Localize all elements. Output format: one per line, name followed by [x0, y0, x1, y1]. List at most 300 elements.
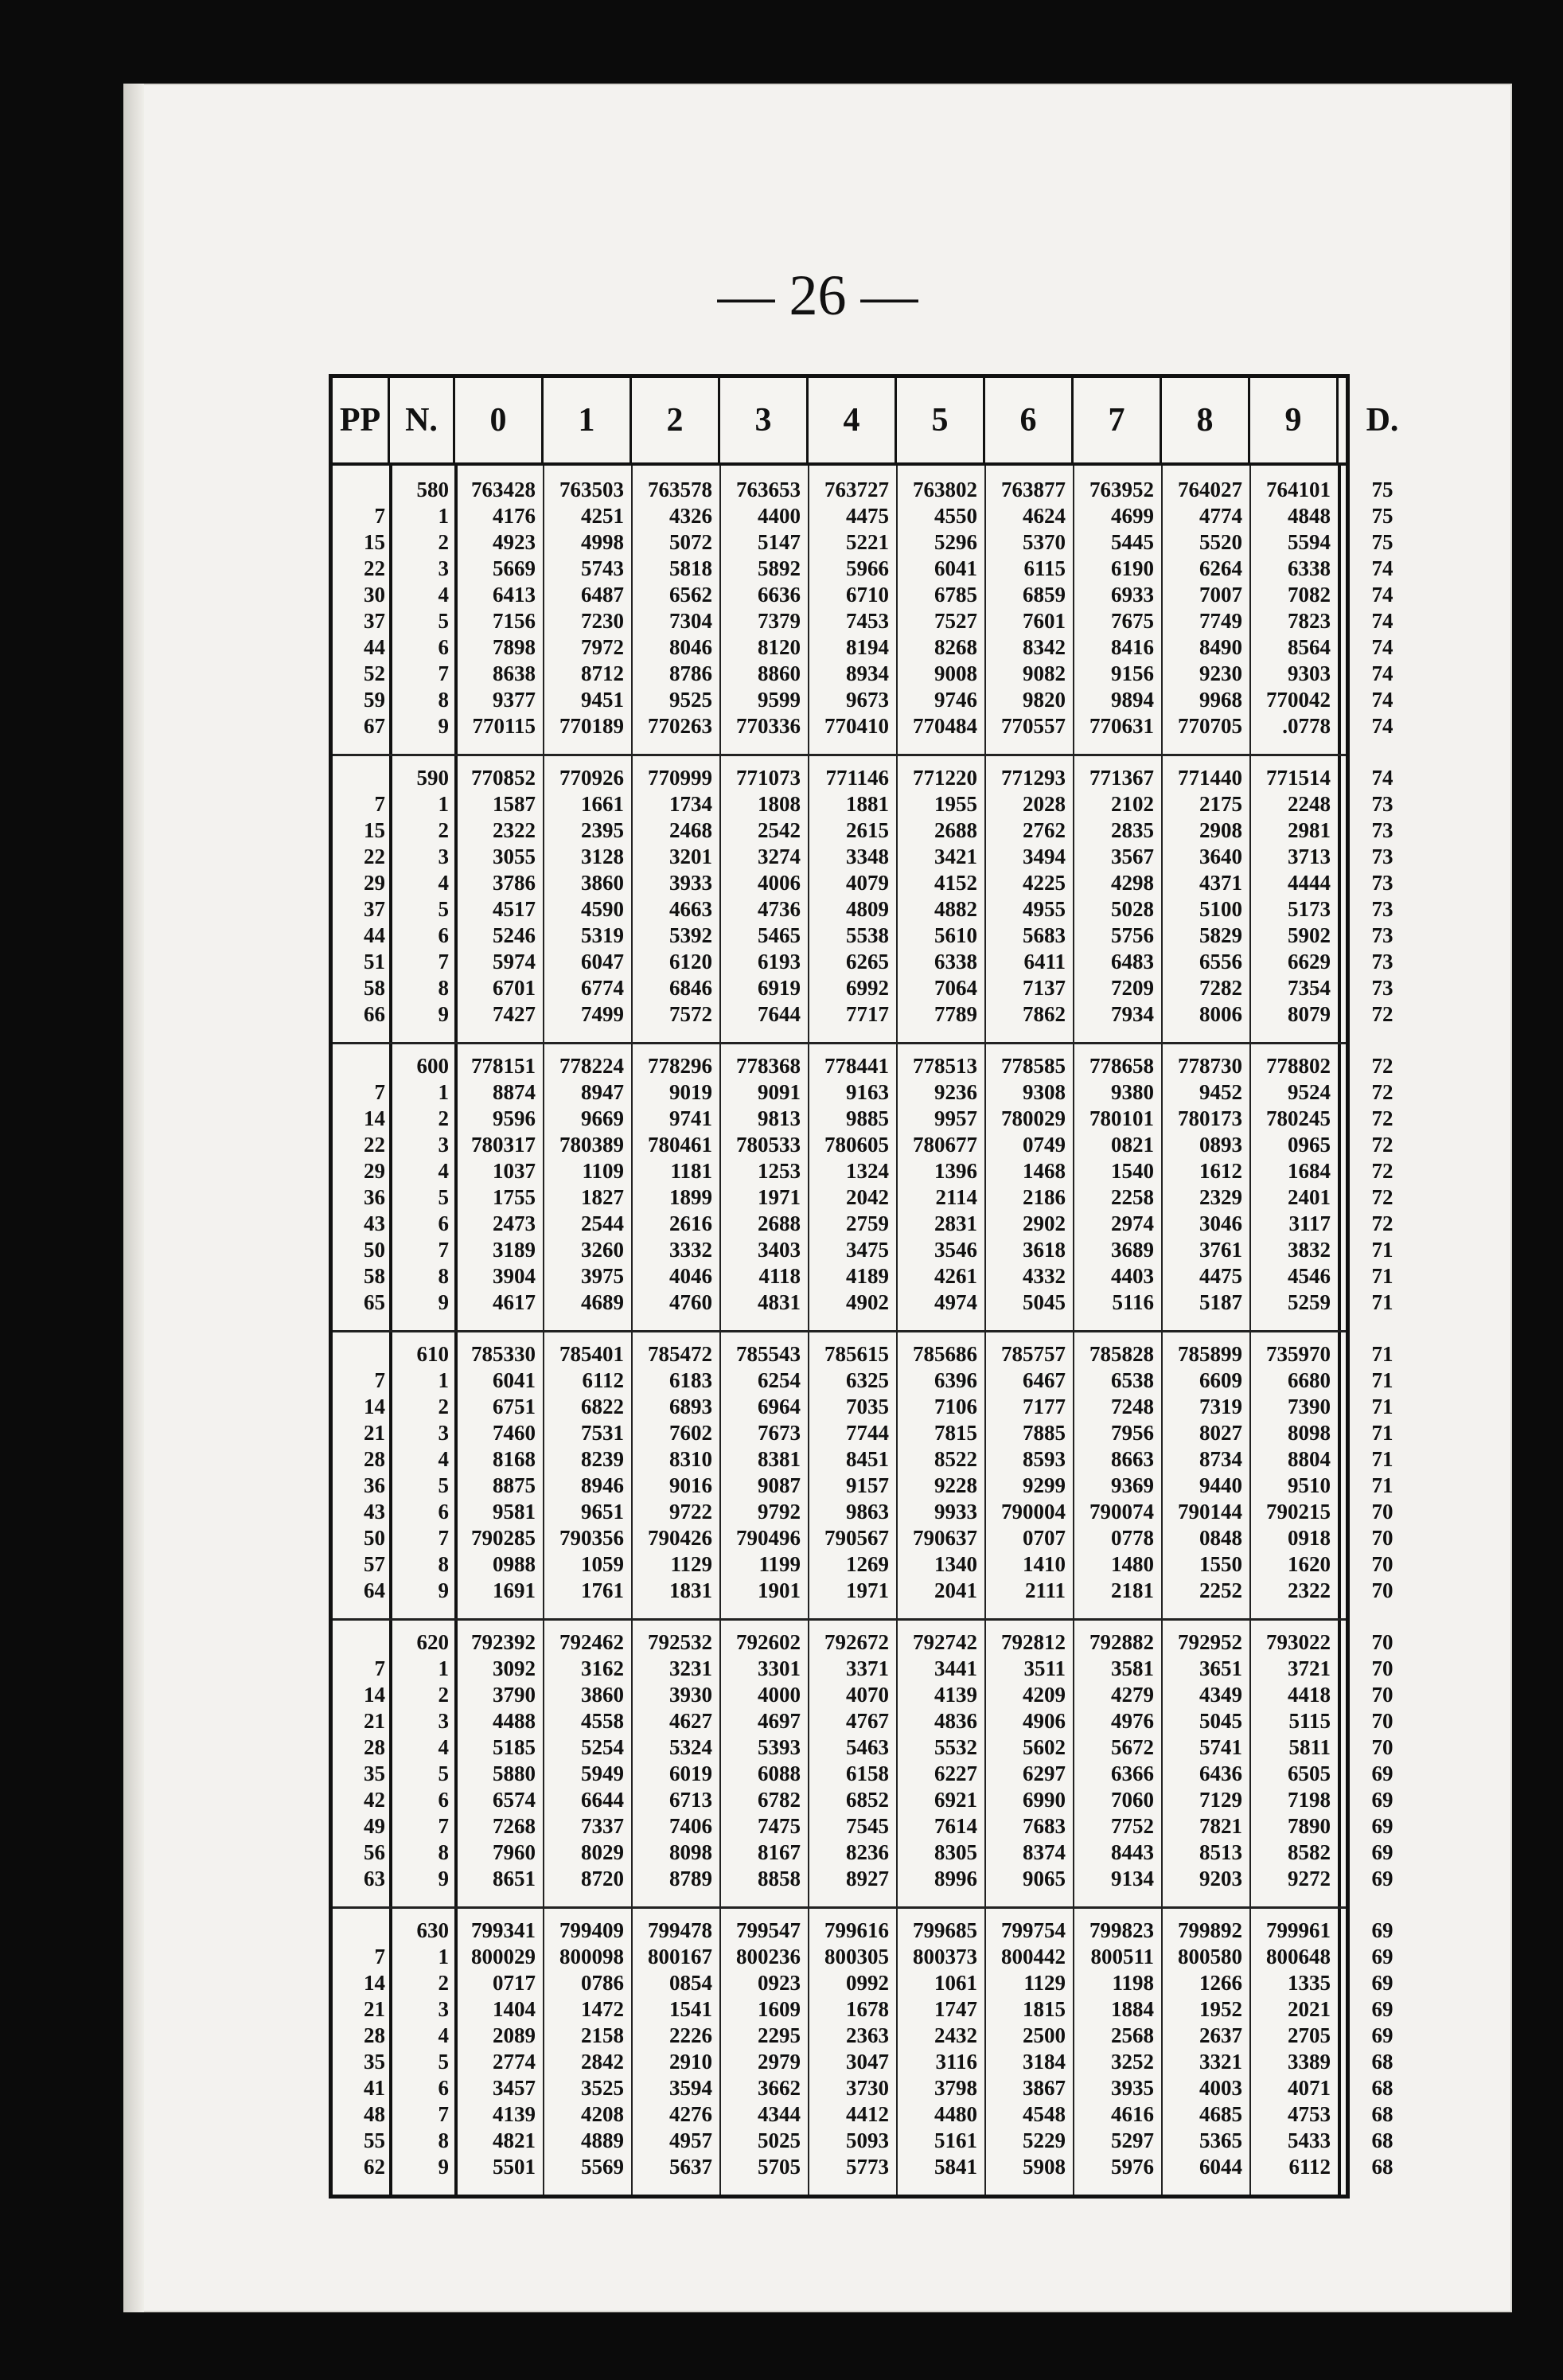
log-value-cell: 2979: [758, 2050, 801, 2074]
number-cell: 8: [438, 1840, 449, 1864]
difference-cell: 68: [1371, 2155, 1393, 2179]
log-value-cell: 4279: [1111, 1683, 1154, 1707]
proportional-part-cell: 36: [364, 1185, 385, 1209]
log-value-cell: 6710: [846, 583, 889, 607]
log-value-cell: 4689: [581, 1290, 624, 1314]
log-value-cell: 4298: [1111, 871, 1154, 895]
log-value-cell: 6846: [669, 976, 712, 1000]
log-value-cell: 790356: [559, 1526, 624, 1550]
proportional-part-cell: 51: [364, 950, 385, 973]
log-value-cell: 4685: [1199, 2102, 1242, 2126]
proportional-part-cell: 21: [364, 1997, 385, 2021]
difference-cell: 70: [1371, 1630, 1393, 1654]
number-cell: 4: [438, 1735, 449, 1759]
difference-cell: 73: [1371, 871, 1393, 895]
log-value-cell: 3860: [581, 871, 624, 895]
log-value-cell: 778151: [471, 1054, 536, 1078]
log-value-cell: 1684: [1288, 1159, 1331, 1183]
log-value-cell: 3975: [581, 1264, 624, 1288]
log-value-cell: 780389: [559, 1133, 624, 1157]
log-value-cell: 770484: [913, 714, 977, 738]
log-value-cell: 7379: [758, 609, 801, 633]
log-value-cell: 9651: [581, 1500, 624, 1524]
difference-cell: 73: [1371, 923, 1393, 947]
log-value-cell: 5392: [669, 923, 712, 947]
log-value-cell: 5976: [1111, 2155, 1154, 2179]
log-value-cell: 7644: [758, 1002, 801, 1026]
difference-cell: 74: [1371, 661, 1393, 685]
log-value-cell: 3348: [846, 845, 889, 868]
log-value-cell: 790004: [1001, 1500, 1066, 1524]
log-value-cell: 771514: [1266, 766, 1331, 790]
log-value-cell: 3421: [934, 845, 977, 868]
header-cell: PP: [333, 378, 390, 462]
log-value-cell: 2688: [934, 818, 977, 842]
log-value-cell: 8443: [1111, 1840, 1154, 1864]
log-value-cell: 6158: [846, 1762, 889, 1785]
log-value-cell: 3332: [669, 1238, 712, 1262]
log-value-cell: 4079: [846, 871, 889, 895]
log-value-cell: 6183: [669, 1368, 712, 1392]
number-cell: 630: [416, 1918, 449, 1942]
proportional-part-cell: 7: [374, 1080, 385, 1104]
number-cell: 3: [438, 1133, 449, 1157]
log-value-cell: 5672: [1111, 1735, 1154, 1759]
log-value-cell: 5246: [493, 923, 536, 947]
number-cell: 3: [438, 1997, 449, 2021]
log-value-cell: 6193: [758, 950, 801, 973]
log-value-cell: 771073: [736, 766, 801, 790]
log-value-cell: 4558: [581, 1709, 624, 1733]
log-value-cell: 793022: [1266, 1630, 1331, 1654]
log-value-cell: 9163: [846, 1080, 889, 1104]
log-value-cell: 6751: [493, 1395, 536, 1418]
logarithm-table: [329, 374, 1399, 2199]
log-value-cell: 2322: [1288, 1578, 1331, 1602]
log-value-cell: 9741: [669, 1106, 712, 1130]
block-separator: [333, 1042, 1346, 1044]
log-value-cell: 6964: [758, 1395, 801, 1418]
difference-cell: 73: [1371, 792, 1393, 816]
log-value-cell: 6609: [1199, 1368, 1242, 1392]
proportional-part-cell: 59: [364, 688, 385, 712]
log-value-cell: 5187: [1199, 1290, 1242, 1314]
log-value-cell: 6338: [1288, 556, 1331, 580]
log-value-cell: 790567: [824, 1526, 889, 1550]
proportional-part-cell: 14: [364, 1106, 385, 1130]
log-value-cell: 1815: [1023, 1997, 1066, 2021]
proportional-part-cell: 57: [364, 1552, 385, 1576]
log-value-cell: 3441: [934, 1656, 977, 1680]
proportional-part-cell: 64: [364, 1578, 385, 1602]
number-cell: 2: [438, 818, 449, 842]
log-value-cell: 5433: [1288, 2128, 1331, 2152]
number-cell: 8: [438, 1264, 449, 1288]
log-value-cell: 1901: [758, 1578, 801, 1602]
log-value-cell: 1269: [846, 1552, 889, 1576]
log-value-cell: 4139: [934, 1683, 977, 1707]
log-value-cell: 5829: [1199, 923, 1242, 947]
log-value-cell: 1747: [934, 1997, 977, 2021]
log-value-cell: 4209: [1023, 1683, 1066, 1707]
log-value-cell: 4836: [934, 1709, 977, 1733]
log-value-cell: 6019: [669, 1762, 712, 1785]
log-value-cell: 1661: [581, 792, 624, 816]
log-value-cell: 792812: [1001, 1630, 1066, 1654]
log-value-cell: 1550: [1199, 1552, 1242, 1576]
log-value-cell: 7531: [581, 1421, 624, 1445]
number-cell: 9: [438, 2155, 449, 2179]
log-value-cell: 9228: [934, 1473, 977, 1497]
log-value-cell: 3651: [1199, 1656, 1242, 1680]
log-value-cell: 764101: [1266, 478, 1331, 501]
difference-cell: 75: [1371, 530, 1393, 554]
log-value-cell: 1037: [493, 1159, 536, 1183]
log-value-cell: 2842: [581, 2050, 624, 2074]
proportional-part-cell: 37: [364, 609, 385, 633]
log-value-cell: 771146: [825, 766, 889, 790]
log-value-cell: 2616: [669, 1211, 712, 1235]
log-value-cell: 7177: [1023, 1395, 1066, 1418]
difference-cell: 74: [1371, 714, 1393, 738]
log-value-cell: 6562: [669, 583, 712, 607]
log-value-cell: 785543: [736, 1342, 801, 1366]
number-cell: 7: [438, 950, 449, 973]
log-value-cell: 6041: [493, 1368, 536, 1392]
log-value-cell: 4251: [581, 504, 624, 528]
log-value-cell: 735970: [1266, 1342, 1331, 1366]
log-value-cell: 9599: [758, 688, 801, 712]
header-cell: 4: [809, 378, 897, 462]
log-value-cell: 8268: [934, 635, 977, 659]
number-cell: 1: [438, 1080, 449, 1104]
log-value-cell: 7354: [1288, 976, 1331, 1000]
number-cell: 2: [438, 1683, 449, 1707]
log-value-cell: 4627: [669, 1709, 712, 1733]
log-value-cell: 780677: [913, 1133, 977, 1157]
log-value-cell: 3730: [846, 2076, 889, 2100]
log-value-cell: 7390: [1288, 1395, 1331, 1418]
log-value-cell: 6680: [1288, 1368, 1331, 1392]
log-value-cell: 4225: [1023, 871, 1066, 895]
difference-cell: 72: [1371, 1185, 1393, 1209]
number-cell: 8: [438, 688, 449, 712]
log-value-cell: 770263: [648, 714, 712, 738]
log-value-cell: 4550: [934, 504, 977, 528]
log-value-cell: 9272: [1288, 1867, 1331, 1890]
log-value-cell: 5902: [1288, 923, 1331, 947]
difference-cell: 74: [1371, 583, 1393, 607]
log-value-cell: 7956: [1111, 1421, 1154, 1445]
log-value-cell: 3201: [669, 845, 712, 868]
log-value-cell: 9673: [846, 688, 889, 712]
log-value-cell: 7337: [581, 1814, 624, 1838]
log-value-cell: 2981: [1288, 818, 1331, 842]
log-value-cell: 9452: [1199, 1080, 1242, 1104]
log-value-cell: 778513: [913, 1054, 977, 1078]
log-value-cell: 6044: [1199, 2155, 1242, 2179]
log-value-cell: 7156: [493, 609, 536, 633]
table-body: [333, 466, 1393, 2195]
log-value-cell: 770852: [471, 766, 536, 790]
difference-cell: 70: [1371, 1526, 1393, 1550]
log-value-cell: 800029: [471, 1945, 536, 1968]
log-value-cell: 778368: [736, 1054, 801, 1078]
number-cell: 3: [438, 1421, 449, 1445]
log-value-cell: 771220: [913, 766, 977, 790]
log-value-cell: 5463: [846, 1735, 889, 1759]
difference-cell: 75: [1371, 478, 1393, 501]
log-value-cell: 6859: [1023, 583, 1066, 607]
log-value-cell: 2329: [1199, 1185, 1242, 1209]
log-value-cell: 9440: [1199, 1473, 1242, 1497]
log-value-cell: 8593: [1023, 1447, 1066, 1471]
log-value-cell: 2021: [1288, 1997, 1331, 2021]
log-value-cell: 5072: [669, 530, 712, 554]
log-value-cell: 7007: [1199, 583, 1242, 607]
log-value-cell: 2258: [1111, 1185, 1154, 1209]
difference-cell: 72: [1371, 1133, 1393, 1157]
log-value-cell: 0988: [493, 1552, 536, 1576]
log-value-cell: 790215: [1266, 1500, 1331, 1524]
log-value-cell: 770042: [1266, 688, 1331, 712]
log-value-cell: 770557: [1001, 714, 1066, 738]
log-value-cell: 8927: [846, 1867, 889, 1890]
log-value-cell: 800098: [559, 1945, 624, 1968]
proportional-part-cell: 52: [364, 661, 385, 685]
log-value-cell: 2089: [493, 2023, 536, 2047]
difference-cell: 74: [1371, 766, 1393, 790]
page-number: — 26 —: [717, 263, 918, 327]
log-value-cell: 5602: [1023, 1735, 1066, 1759]
number-cell: 4: [438, 2023, 449, 2047]
log-value-cell: 5465: [758, 923, 801, 947]
log-value-cell: 8874: [493, 1080, 536, 1104]
proportional-part-cell: 55: [364, 2128, 385, 2152]
log-value-cell: 5296: [934, 530, 977, 554]
log-value-cell: 9087: [758, 1473, 801, 1497]
log-value-cell: 4139: [493, 2102, 536, 2126]
log-value-cell: 0848: [1199, 1526, 1242, 1550]
number-cell: 1: [438, 1368, 449, 1392]
log-value-cell: 1253: [758, 1159, 801, 1183]
log-value-cell: 780317: [471, 1133, 536, 1157]
log-value-cell: 9134: [1111, 1867, 1154, 1890]
log-value-cell: 792602: [736, 1630, 801, 1654]
log-value-cell: 790074: [1089, 1500, 1154, 1524]
log-value-cell: 4699: [1111, 504, 1154, 528]
log-value-cell: 770705: [1178, 714, 1242, 738]
number-cell: 620: [416, 1630, 449, 1654]
log-value-cell: 6436: [1199, 1762, 1242, 1785]
log-value-cell: 9369: [1111, 1473, 1154, 1497]
log-value-cell: 4889: [581, 2128, 624, 2152]
log-value-cell: 8513: [1199, 1840, 1242, 1864]
log-value-cell: 3798: [934, 2076, 977, 2100]
log-value-cell: 1199: [758, 1552, 801, 1576]
log-value-cell: 1899: [669, 1185, 712, 1209]
difference-cell: 72: [1371, 1080, 1393, 1104]
log-value-cell: 770410: [824, 714, 889, 738]
log-value-cell: 1059: [581, 1552, 624, 1576]
proportional-part-cell: 30: [364, 583, 385, 607]
log-value-cell: 1480: [1111, 1552, 1154, 1576]
number-cell: 4: [438, 583, 449, 607]
header-cell: N.: [390, 378, 455, 462]
log-value-cell: 2363: [846, 2023, 889, 2047]
log-value-cell: 771440: [1178, 766, 1242, 790]
log-value-cell: 771293: [1001, 766, 1066, 790]
log-value-cell: 4976: [1111, 1709, 1154, 1733]
log-value-cell: 5028: [1111, 897, 1154, 921]
log-value-cell: 1612: [1199, 1159, 1242, 1183]
log-value-cell: 5966: [846, 556, 889, 580]
log-value-cell: 6921: [934, 1788, 977, 1812]
log-value-cell: 4617: [493, 1290, 536, 1314]
log-value-cell: 3184: [1023, 2050, 1066, 2074]
log-value-cell: 3935: [1111, 2076, 1154, 2100]
log-value-cell: 2759: [846, 1211, 889, 1235]
log-value-cell: 6487: [581, 583, 624, 607]
log-value-cell: 6396: [934, 1368, 977, 1392]
log-value-cell: 9968: [1199, 688, 1242, 712]
difference-cell: 71: [1371, 1421, 1393, 1445]
log-value-cell: 7060: [1111, 1788, 1154, 1812]
log-value-cell: 5669: [493, 556, 536, 580]
log-value-cell: 2500: [1023, 2023, 1066, 2047]
log-value-cell: 8167: [758, 1840, 801, 1864]
log-value-cell: 6822: [581, 1395, 624, 1418]
log-value-cell: 9957: [934, 1106, 977, 1130]
difference-cell: 70: [1371, 1578, 1393, 1602]
log-value-cell: 3162: [581, 1656, 624, 1680]
log-value-cell: 799961: [1266, 1918, 1331, 1942]
difference-cell: 69: [1371, 2023, 1393, 2047]
number-cell: 8: [438, 976, 449, 1000]
log-value-cell: 3525: [581, 2076, 624, 2100]
log-value-cell: 0707: [1023, 1526, 1066, 1550]
log-value-cell: 800648: [1266, 1945, 1331, 1968]
log-value-cell: 8663: [1111, 1447, 1154, 1471]
log-value-cell: 3371: [846, 1656, 889, 1680]
number-cell: 6: [438, 1500, 449, 1524]
log-value-cell: 5173: [1288, 897, 1331, 921]
log-value-cell: 8934: [846, 661, 889, 685]
proportional-part-cell: 41: [364, 2076, 385, 2100]
log-value-cell: 6325: [846, 1368, 889, 1392]
log-value-cell: 2432: [934, 2023, 977, 2047]
log-value-cell: 2111: [1024, 1578, 1066, 1602]
proportional-part-cell: 58: [364, 976, 385, 1000]
log-value-cell: 7614: [934, 1814, 977, 1838]
log-value-cell: 778441: [824, 1054, 889, 1078]
log-value-cell: 785828: [1089, 1342, 1154, 1366]
log-value-cell: 6264: [1199, 556, 1242, 580]
log-value-cell: 4590: [581, 897, 624, 921]
log-value-cell: 792882: [1089, 1630, 1154, 1654]
number-cell: 5: [438, 897, 449, 921]
difference-cell: 71: [1371, 1342, 1393, 1366]
log-value-cell: 3689: [1111, 1238, 1154, 1262]
log-value-cell: 7683: [1023, 1814, 1066, 1838]
log-value-cell: 3055: [493, 845, 536, 868]
log-value-cell: 4000: [758, 1683, 801, 1707]
log-value-cell: 3721: [1288, 1656, 1331, 1680]
number-cell: 7: [438, 1526, 449, 1550]
log-value-cell: 780101: [1089, 1106, 1154, 1130]
log-value-cell: 9236: [934, 1080, 977, 1104]
difference-cell: 74: [1371, 635, 1393, 659]
log-value-cell: 800167: [648, 1945, 712, 1968]
number-cell: 2: [438, 1395, 449, 1418]
proportional-part-cell: 7: [374, 1656, 385, 1680]
log-value-cell: 8168: [493, 1447, 536, 1471]
log-value-cell: 792532: [648, 1630, 712, 1654]
proportional-part-cell: 14: [364, 1971, 385, 1995]
difference-cell: 69: [1371, 1867, 1393, 1890]
log-value-cell: 1404: [493, 1997, 536, 2021]
log-value-cell: 1266: [1199, 1971, 1242, 1995]
log-value-cell: 8789: [669, 1867, 712, 1890]
log-value-cell: 7453: [846, 609, 889, 633]
log-value-cell: 3128: [581, 845, 624, 868]
log-value-cell: 8027: [1199, 1421, 1242, 1445]
log-value-cell: 799341: [471, 1918, 536, 1942]
log-value-cell: 5908: [1023, 2155, 1066, 2179]
log-value-cell: 6115: [1023, 556, 1066, 580]
log-value-cell: 6297: [1023, 1762, 1066, 1785]
table-header-row: [333, 378, 1399, 466]
log-value-cell: 2186: [1023, 1185, 1066, 1209]
log-value-cell: 8046: [669, 635, 712, 659]
log-value-cell: 6574: [493, 1788, 536, 1812]
log-value-cell: 4760: [669, 1290, 712, 1314]
log-value-cell: 1691: [493, 1578, 536, 1602]
log-value-cell: 1468: [1023, 1159, 1066, 1183]
number-cell: 9: [438, 1578, 449, 1602]
log-value-cell: 1971: [758, 1185, 801, 1209]
number-cell: 600: [416, 1054, 449, 1078]
number-cell: 7: [438, 661, 449, 685]
number-cell: 9: [438, 714, 449, 738]
log-value-cell: 8582: [1288, 1840, 1331, 1864]
log-value-cell: 7198: [1288, 1788, 1331, 1812]
log-value-cell: 1396: [934, 1159, 977, 1183]
log-value-cell: 2042: [846, 1185, 889, 1209]
log-value-cell: 5116: [1112, 1290, 1154, 1314]
difference-cell: 75: [1371, 504, 1393, 528]
log-value-cell: 8875: [493, 1473, 536, 1497]
log-value-cell: 9525: [669, 688, 712, 712]
log-value-cell: 4906: [1023, 1709, 1066, 1733]
header-cell: 0: [455, 378, 544, 462]
log-value-cell: 5100: [1199, 897, 1242, 921]
difference-cell: 70: [1371, 1709, 1393, 1733]
log-value-cell: 9813: [758, 1106, 801, 1130]
number-cell: 5: [438, 1762, 449, 1785]
log-value-cell: 790637: [913, 1526, 977, 1550]
log-value-cell: 8490: [1199, 635, 1242, 659]
log-value-cell: 8029: [581, 1840, 624, 1864]
proportional-part-cell: 7: [374, 1368, 385, 1392]
log-value-cell: 8804: [1288, 1447, 1331, 1471]
number-cell: 4: [438, 1159, 449, 1183]
log-value-cell: 800305: [824, 1945, 889, 1968]
log-value-cell: 2158: [581, 2023, 624, 2047]
log-value-cell: 2468: [669, 818, 712, 842]
number-cell: 7: [438, 1814, 449, 1838]
log-value-cell: 763503: [559, 478, 624, 501]
